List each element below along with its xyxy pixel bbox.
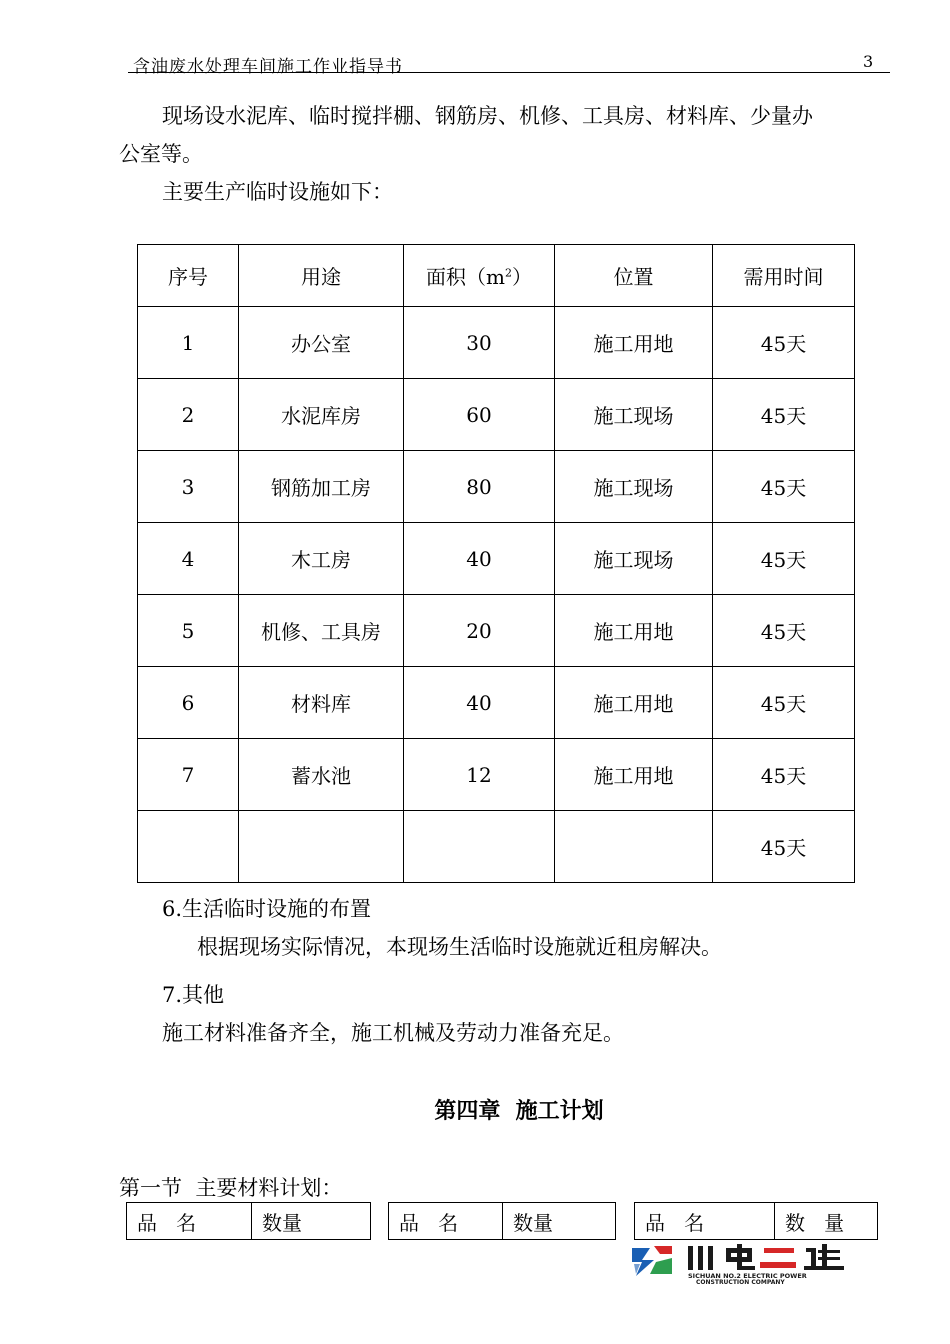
- section-6-body: 根据现场实际情况，本现场生活临时设施就近租房解决。: [197, 935, 722, 959]
- cell-no: 6: [138, 667, 239, 739]
- cell-use: 办公室: [239, 307, 404, 379]
- cell-use: [239, 811, 404, 883]
- document-header-title: 含油废水处理车间施工作业指导书: [133, 57, 403, 77]
- cell-location: 施工用地: [555, 667, 713, 739]
- logo-english-line-1: SICHUAN NO.2 ELECTRIC POWER: [688, 1272, 807, 1280]
- cell-location: 施工用地: [555, 307, 713, 379]
- cell-area: 20: [404, 595, 555, 667]
- logo-english-line-2: CONSTRUCTION COMPANY: [696, 1279, 785, 1284]
- cell-use: 木工房: [239, 523, 404, 595]
- cell-duration: 45天: [713, 379, 855, 451]
- cell-use: 材料库: [239, 667, 404, 739]
- header-area-prefix: 面积（m: [426, 265, 505, 289]
- cell-use: 水泥库房: [239, 379, 404, 451]
- cell-duration: 45天: [713, 667, 855, 739]
- header-divider: [128, 72, 890, 73]
- cell-location: 施工现场: [555, 451, 713, 523]
- section-7-title: 7.其他: [162, 983, 225, 1007]
- table-header-row: [127, 1203, 371, 1240]
- header-use: 用途: [239, 245, 404, 307]
- table-header-row: [389, 1203, 616, 1240]
- cell-location: 施工现场: [555, 379, 713, 451]
- cell-area: 80: [404, 451, 555, 523]
- cell-no: 4: [138, 523, 239, 595]
- cell-location: [555, 811, 713, 883]
- table-row: [138, 739, 855, 811]
- intro-paragraph: 现场设水泥库、临时搅拌棚、钢筋房、机修、工具房、材料库、少量办: [162, 104, 813, 128]
- table-row: [138, 595, 855, 667]
- material-plan-table-1: [126, 1202, 371, 1240]
- logo-wordmark: [688, 1244, 844, 1270]
- cell-area: [404, 811, 555, 883]
- table-row: [138, 307, 855, 379]
- header-area: [404, 245, 555, 307]
- table-row: [138, 811, 855, 883]
- cell-location: 施工用地: [555, 595, 713, 667]
- material-plan-table-3: [634, 1202, 878, 1240]
- material-qty-header: 数 量: [775, 1203, 878, 1240]
- cell-duration: 45天: [713, 523, 855, 595]
- page-number: 3: [863, 52, 874, 71]
- cell-area: 60: [404, 379, 555, 451]
- section-6-title: 6.生活临时设施的布置: [162, 897, 372, 921]
- facilities-intro: 主要生产临时设施如下：: [162, 180, 393, 204]
- cell-no: 3: [138, 451, 239, 523]
- cell-no: 2: [138, 379, 239, 451]
- table-row: [138, 379, 855, 451]
- material-qty-header: 数量: [252, 1203, 371, 1240]
- table-row: [138, 667, 855, 739]
- cell-area: 30: [404, 307, 555, 379]
- cell-duration: 45天: [713, 811, 855, 883]
- company-logo: [628, 1240, 878, 1284]
- header-area-suffix: ）: [511, 265, 532, 289]
- cell-duration: 45天: [713, 739, 855, 811]
- header-no: 序号: [138, 245, 239, 307]
- cell-duration: 45天: [713, 595, 855, 667]
- material-plan-table-2: [388, 1202, 616, 1240]
- header-location: 位置: [555, 245, 713, 307]
- material-name-header: 品 名: [635, 1203, 775, 1240]
- header-duration: 需用时间: [713, 245, 855, 307]
- table-header-row: [635, 1203, 878, 1240]
- cell-no: 5: [138, 595, 239, 667]
- cell-duration: 45天: [713, 451, 855, 523]
- chapter-title: 第四章 施工计划: [434, 1099, 604, 1124]
- cell-location: 施工用地: [555, 739, 713, 811]
- company-logo-mark: [628, 1240, 878, 1284]
- cell-area: 12: [404, 739, 555, 811]
- temporary-facilities-table: [137, 244, 855, 883]
- cell-no: 7: [138, 739, 239, 811]
- table-header-row: [138, 245, 855, 307]
- material-name-header: 品 名: [389, 1203, 503, 1240]
- cell-area: 40: [404, 523, 555, 595]
- header-area-sup: 2: [504, 266, 512, 280]
- cell-location: 施工现场: [555, 523, 713, 595]
- cell-use: 钢筋加工房: [239, 451, 404, 523]
- cell-duration: 45天: [713, 307, 855, 379]
- table-row: [138, 523, 855, 595]
- cell-use: 蓄水池: [239, 739, 404, 811]
- intro-paragraph-continued: 公室等。: [119, 142, 203, 166]
- material-qty-header: 数量: [503, 1203, 616, 1240]
- cell-no: [138, 811, 239, 883]
- table-row: [138, 451, 855, 523]
- cell-area: 40: [404, 667, 555, 739]
- logo-emblem: [630, 1244, 674, 1276]
- section-7-body: 施工材料准备齐全，施工机械及劳动力准备充足。: [162, 1021, 624, 1045]
- cell-use: 机修、工具房: [239, 595, 404, 667]
- material-name-header: 品 名: [127, 1203, 252, 1240]
- section-1-title: 第一节 主要材料计划：: [119, 1176, 343, 1200]
- cell-no: 1: [138, 307, 239, 379]
